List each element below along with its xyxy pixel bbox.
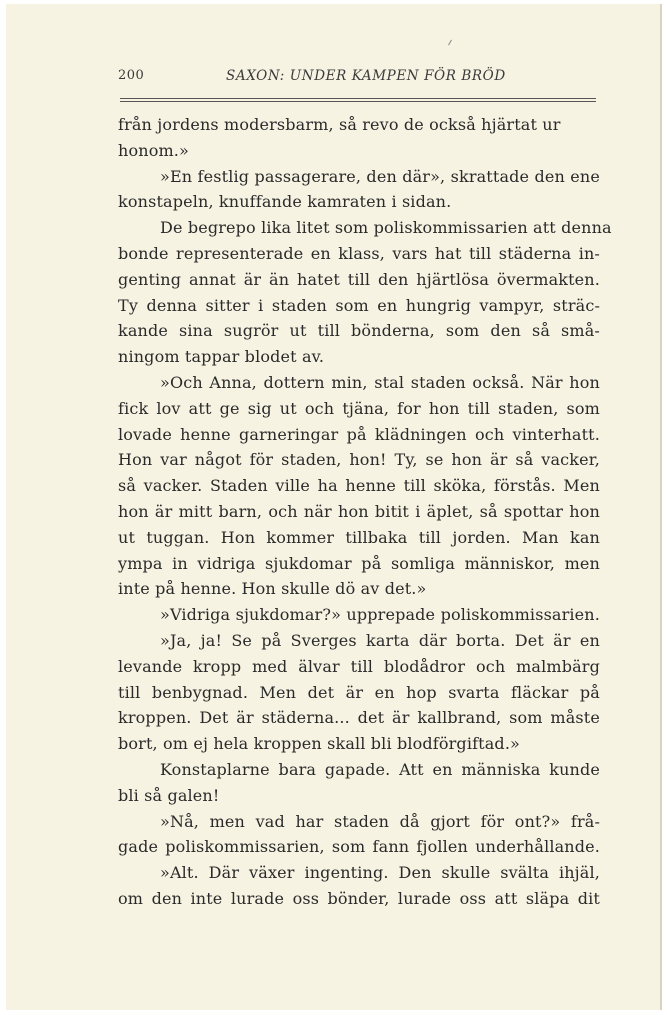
text-line: De begrepo lika litet som poliskommissarien att denna	[160, 218, 612, 238]
header-rule-top	[120, 98, 596, 99]
text-line: »Alt. Där växer ingenting. Den skulle svälta ihjäl,	[160, 863, 600, 883]
text-line: kroppen. Det är städerna... det är kallbrand, som måste	[118, 708, 600, 728]
body-text	[118, 112, 612, 912]
text-line: så vacker. Staden ville ha henne till sköka, förstås. Men	[118, 476, 600, 496]
text-line: levande kropp med älvar till blodådror och malmbärg	[118, 656, 600, 676]
text-line: ympa in vidriga sjukdomar på somliga människor, men	[118, 553, 600, 573]
text-line: om den inte lurade oss bönder, lurade oss att släpa dit	[118, 888, 600, 908]
text-line: inte på henne. Hon skulle dö av det.»	[118, 579, 427, 599]
text-line: ut tuggan. Hon kommer tillbaka till jorden. Man kan	[118, 527, 600, 547]
text-line: fick lov att ge sig ut och tjäna, for hon till staden, som	[118, 398, 600, 418]
text-line: honom.»	[118, 140, 189, 160]
text-line: konstapeln, knuffande kamraten i sidan.	[118, 192, 452, 212]
header-rule-bottom	[120, 101, 596, 102]
pencil-mark	[448, 40, 452, 46]
text-line: från jordens modersbarm, så revo de också hjärtat ur	[118, 115, 561, 134]
text-line: bort, om ej hela kroppen skall bli blodförgiftad.»	[118, 734, 520, 754]
text-line: hon är mitt barn, och när hon bitit i äplet, så spottar hon	[118, 501, 600, 521]
text-line: kande sina sugrör ut till bönderna, som den så små-	[118, 321, 600, 341]
page-header	[118, 66, 598, 96]
text-line: »Ja, ja! Se på Sverges karta där borta. Det är en	[160, 630, 600, 650]
text-line: Ty denna sitter i staden som en hungrig vampyr, sträc-	[118, 295, 600, 315]
text-line: Hon var något för staden, hon! Ty, se hon är så vacker,	[118, 450, 600, 470]
text-line: gade poliskommissarien, som fann fjollen underhållande.	[118, 837, 600, 857]
text-line: genting annat är än hatet till den hjärtlösa övermakten.	[118, 269, 600, 289]
text-line: Konstaplarne bara gapade. Att en människa kunde	[160, 759, 600, 779]
text-line: till benbygnad. Men det är en hop svarta fläckar på	[118, 682, 600, 702]
text-line: bonde representerade en klass, vars hat till städerna in-	[118, 243, 600, 263]
text-line: bli så galen!	[118, 785, 220, 805]
page-number: 200	[118, 68, 145, 83]
text-line: »Nå, men vad har staden då gjort för ont?» frå-	[160, 811, 600, 831]
text-line: »Och Anna, dottern min, stal staden också. När hon	[160, 372, 600, 392]
text-line: ningom tappar blodet av.	[118, 347, 325, 367]
book-page	[6, 4, 662, 1010]
text-line: lovade henne garneringar på klädningen och vinterhatt.	[118, 424, 600, 444]
text-line: »En festlig passagerare, den där», skrattade den ene	[160, 166, 600, 186]
running-title: SAXON: UNDER KAMPEN FÖR BRÖD	[226, 68, 506, 84]
text-line: »Vidriga sjukdomar?» upprepade poliskommissarien.	[160, 605, 600, 625]
